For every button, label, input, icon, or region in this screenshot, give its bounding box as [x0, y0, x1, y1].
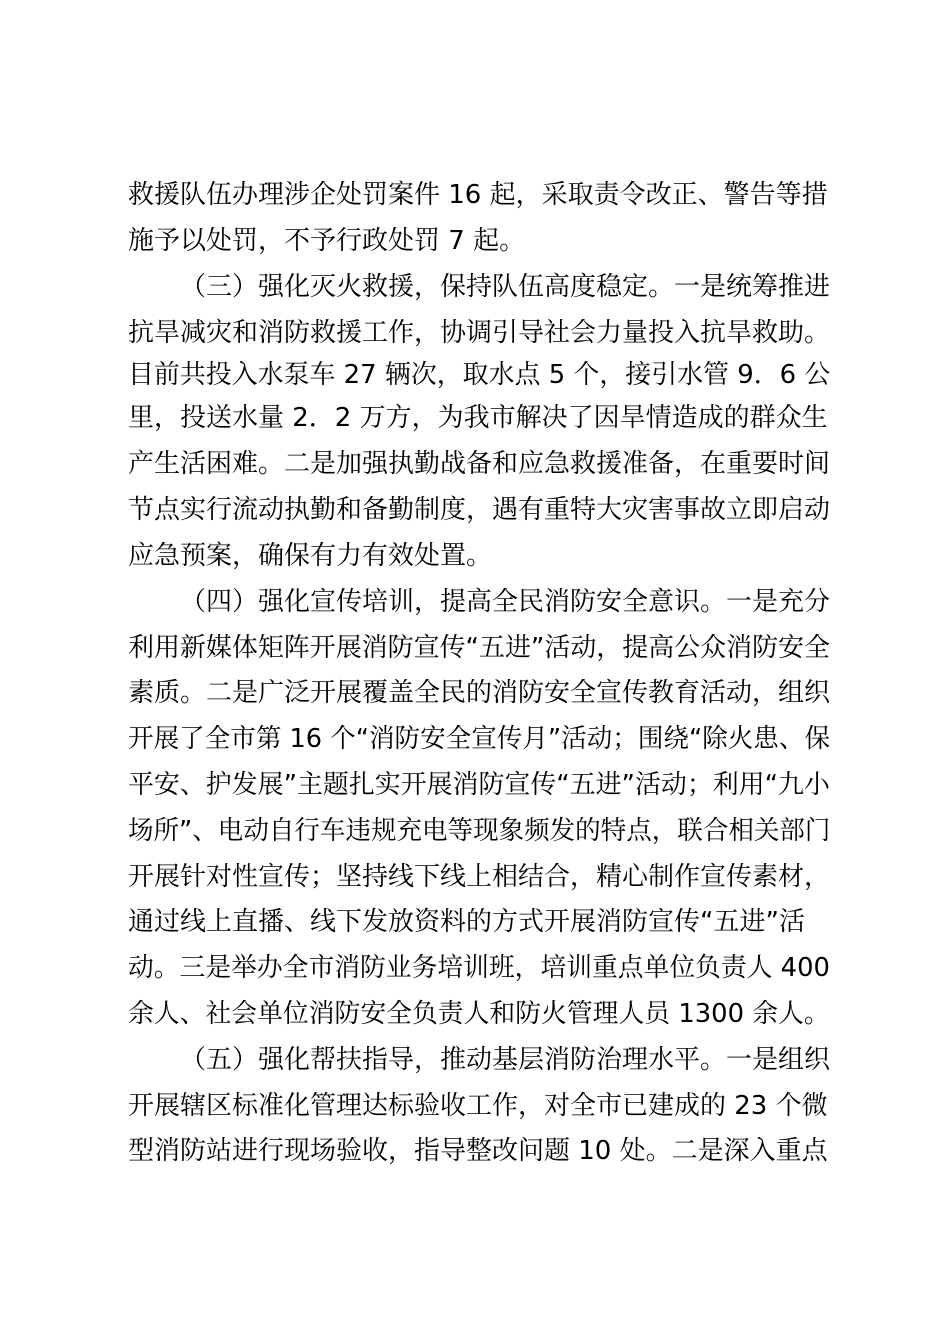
text-line: 场所”、电动自行车违规充电等现象频发的特点，联合相关部门: [128, 816, 831, 846]
text-line: 目前共投入水泵车 27 辆次，取水点 5 个，接引水管 9．6 公: [128, 360, 831, 390]
text-line: 节点实行流动执勤和备勤制度，遇有重特大灾害事故立即启动: [128, 495, 831, 525]
text-line: 型消防站进行现场验收，指导整改问题 10 处。二是深入重点: [128, 1136, 828, 1166]
text-line: 素质。二是广泛开展覆盖全民的消防安全宣传教育活动，组织: [128, 678, 831, 708]
text-line: 利用新媒体矩阵开展消防宣传“五进”活动，提高公众消防安全: [128, 633, 830, 663]
text-line: 开展辖区标准化管理达标验收工作，对全市已建成的 23 个微: [128, 1091, 828, 1121]
paragraph-heading-3: （三）强化灭火救援，保持队伍高度稳定。一是统筹推进: [180, 272, 831, 302]
text-line: 产生活困难。二是加强执勤战备和应急救援准备，在重要时间: [128, 449, 831, 479]
text-line: 平安、护发展”主题扎实开展消防宣传“五进”活动；利用“九小: [128, 770, 830, 800]
text-line: 开展针对性宣传；坚持线下线上相结合，精心制作宣传素材，: [128, 862, 831, 892]
text-line: 施予以处罚，不予行政处罚 7 起。: [128, 226, 526, 256]
text-line: 通过线上直播、线下发放资料的方式开展消防宣传“五进”活: [128, 907, 805, 937]
text-line: 应急预案，确保有力有效处置。: [128, 541, 493, 571]
text-line: 余人、社会单位消防安全负责人和防火管理人员 1300 余人。: [128, 999, 830, 1029]
text-line: 里，投送水量 2．2 万方，为我市解决了因旱情造成的群众生: [128, 403, 828, 433]
text-line: 开展了全市第 16 个“消防安全宣传月”活动；围绕“除火患、保: [128, 724, 831, 754]
paragraph-heading-5: （五）强化帮扶指导，推动基层消防治理水平。一是组织: [180, 1045, 831, 1075]
text-line: 抗旱减灾和消防救援工作，协调引导社会力量投入抗旱救助。: [128, 318, 831, 348]
paragraph-heading-4: （四）强化宣传培训，提高全民消防安全意识。一是充分: [180, 587, 831, 617]
text-line: 救援队伍办理涉企处罚案件 16 起，采取责令改正、警告等措: [128, 180, 828, 210]
text-line: 动。三是举办全市消防业务培训班，培训重点单位负责人 400: [128, 953, 830, 983]
